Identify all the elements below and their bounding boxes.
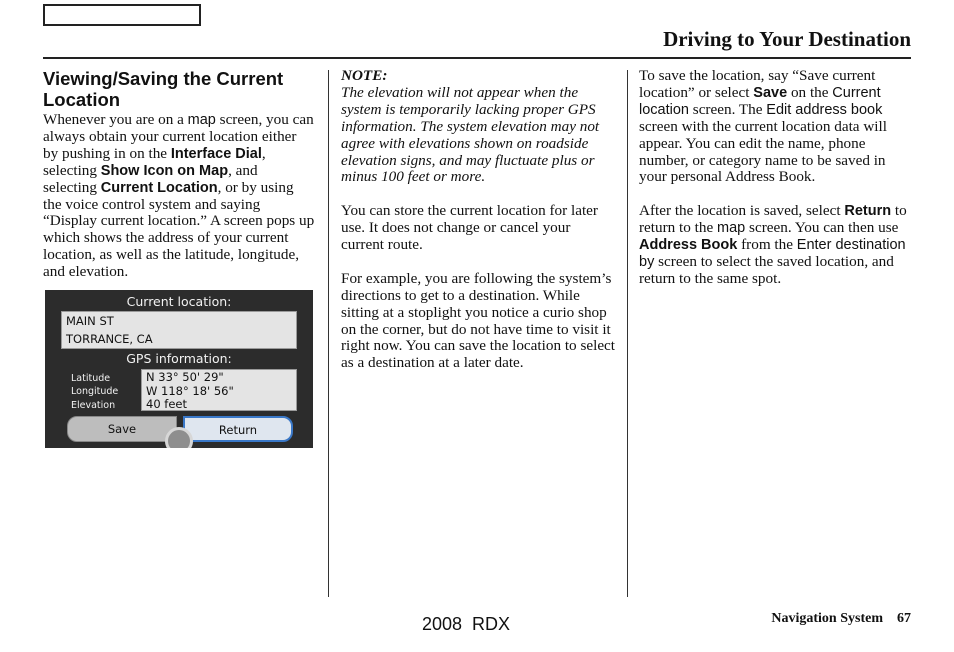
interface-dial-icon <box>165 427 193 448</box>
screen-elevation: 40 feet <box>146 397 187 411</box>
header-tab-box <box>43 4 201 26</box>
screen-latitude: N 33° 50' 29" <box>146 370 224 384</box>
intro-paragraph: Whenever you are on a map screen, you can always obtain your current location either by pushing in on the Interface Dial, selecting Show Icon on Map, and selecting Current Location, or by using the voice control system and saying “Display current location.” A screen pops up which shows the address of your current location, as well as the latitude, longitude, and elevation. <box>43 111 315 281</box>
screen-gps-title: GPS information: <box>126 351 232 366</box>
paragraph-store-location: You can store the current location for later use. It does not change or cancel your current route. <box>341 202 598 254</box>
term-map-screen: map <box>717 220 746 237</box>
model-label: 2008 RDX <box>422 614 511 634</box>
column-divider-1 <box>328 70 329 597</box>
screen-longitude: W 118° 18' 56" <box>146 383 234 398</box>
screen-save-button: Save <box>67 416 177 442</box>
screen-return-button: Return <box>183 416 293 442</box>
note-body: The elevation will not appear when the system is temporarily lacking proper GPS information. The system elevation may not agree with elevations shown on roadside elevation signs, and may fluctuate plus or minus 100 feet or more. <box>341 83 600 186</box>
screen-address-box <box>61 311 297 349</box>
screen-title: Current location: <box>126 294 232 309</box>
term-map: map <box>187 112 216 128</box>
paragraph-save-location: To save the location, say “Save current location” or select Save on the Current location screen. The Edit address book screen with the current location data will appear. You can edit the name, phone number, or category name to be saved in your personal Address Book. <box>639 67 887 186</box>
screen-address-line2: TORRANCE, CA <box>66 332 153 346</box>
term-enter-destination-by: Enter destination by <box>639 237 906 270</box>
note-label: NOTE: <box>341 67 388 84</box>
term-return: Return <box>844 203 892 220</box>
term-show-icon-on-map: Show Icon on Map <box>100 162 229 179</box>
screen-address-line1: MAIN ST <box>66 314 114 328</box>
current-location-screen-image <box>45 290 313 448</box>
paragraph-after-saved: After the location is saved, select Return to return to the map screen. You can then use Address Book from the Enter destination by screen to select the saved location, and return to the same spot. <box>639 202 907 287</box>
footer-section: Navigation System <box>771 611 883 626</box>
column-2 <box>341 68 616 389</box>
term-edit-address-book: Edit address book <box>766 101 883 118</box>
term-save: Save <box>753 84 788 101</box>
section-heading: Viewing/Saving the Current Location <box>43 68 284 110</box>
screen-gps-box <box>141 369 297 411</box>
header-rule <box>43 57 911 59</box>
paragraph-example: For example, you are following the system’s directions to get to a destination. While sitting at a stoplight you notice a curio shop on the corner, but do not have time to visit it right now. You can save the location to select as a destination at a later date. <box>341 269 616 372</box>
term-current-location: Current Location <box>100 179 218 196</box>
page-number: 67 <box>897 611 911 626</box>
term-interface-dial: Interface Dial <box>170 145 262 162</box>
column-divider-2 <box>627 70 628 597</box>
page-footer <box>771 611 911 627</box>
screen-gps-labels: Latitude Longitude Elevation <box>71 373 119 411</box>
note <box>341 68 616 186</box>
page-title: Driving to Your Destination <box>663 27 911 51</box>
column-3 <box>639 68 911 305</box>
term-address-book: Address Book <box>639 237 738 254</box>
column-1 <box>43 68 315 298</box>
term-current-location-screen: Current location <box>639 84 881 118</box>
